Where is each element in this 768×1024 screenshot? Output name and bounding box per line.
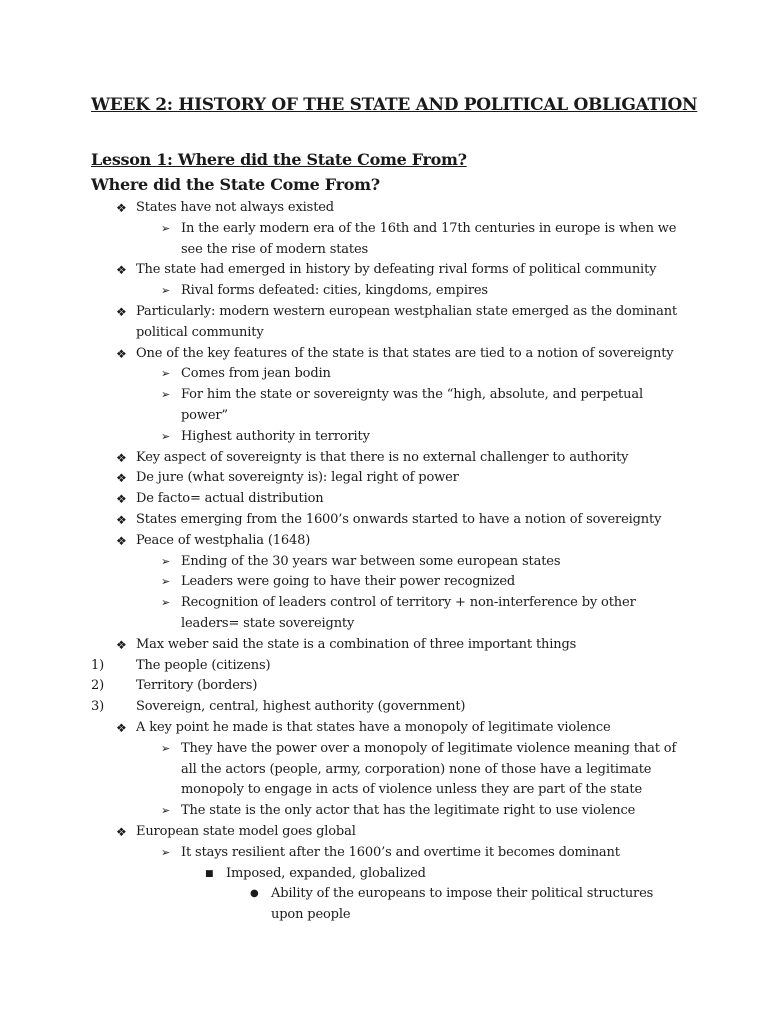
list-item: ❖ States have not always existed bbox=[0, 198, 768, 219]
diamond-bullet-icon: ❖ bbox=[116, 346, 127, 361]
section-heading: Where did the State Come From? bbox=[91, 175, 380, 194]
square-bullet-icon: ■ bbox=[205, 868, 214, 879]
list-item-continuation: leaders= state sovereignty bbox=[181, 615, 355, 631]
list-item: ➢ Comes from jean bodin bbox=[0, 364, 768, 385]
list-item: ■ Imposed, expanded, globalized bbox=[0, 864, 768, 885]
list-item: ❖ European state model goes global bbox=[0, 822, 768, 843]
list-item-continuation: political community bbox=[136, 324, 264, 340]
diamond-bullet-icon: ❖ bbox=[116, 263, 127, 278]
list-item-continuation: monopoly to engage in acts of violence unless they are part of the state bbox=[181, 782, 642, 798]
arrow-bullet-icon: ➢ bbox=[161, 429, 171, 443]
arrow-bullet-icon: ➢ bbox=[161, 367, 171, 381]
list-item: ❖ Max weber said the state is a combination of three important things bbox=[0, 635, 768, 656]
diamond-bullet-icon: ❖ bbox=[116, 492, 127, 507]
list-item: ● Ability of the europeans to impose their political structures bbox=[0, 884, 768, 905]
list-item: ➢ Recognition of leaders control of territory + non-interference by other bbox=[0, 593, 768, 614]
arrow-bullet-icon: ➢ bbox=[161, 554, 171, 568]
list-item-continuation: see the rise of modern states bbox=[181, 241, 369, 257]
list-item-continuation: upon people bbox=[271, 907, 351, 923]
item-number: 1) bbox=[91, 657, 105, 673]
list-item-continuation: power” bbox=[181, 407, 228, 423]
arrow-bullet-icon: ➢ bbox=[161, 388, 171, 402]
arrow-bullet-icon: ➢ bbox=[161, 284, 171, 298]
document-title: WEEK 2: HISTORY OF THE STATE AND POLITICAL OBLIGATION bbox=[91, 95, 698, 115]
notes-list bbox=[0, 198, 768, 926]
list-item: ❖ Particularly: modern western european westphalian state emerged as the dominant bbox=[0, 302, 768, 323]
arrow-bullet-icon: ➢ bbox=[161, 596, 171, 610]
list-item: ❖ De jure (what sovereignty is): legal right of power bbox=[0, 468, 768, 489]
list-item: ❖ A key point he made is that states have a monopoly of legitimate violence bbox=[0, 718, 768, 739]
list-item: ❖ Key aspect of sovereignty is that there is no external challenger to authority bbox=[0, 448, 768, 469]
list-item: ❖ The state had emerged in history by defeating rival forms of political community bbox=[0, 260, 768, 281]
list-item: ➢ Ending of the 30 years war between some european states bbox=[0, 552, 768, 573]
diamond-bullet-icon: ❖ bbox=[116, 637, 127, 652]
list-item: ➢ In the early modern era of the 16th and 17th centuries in europe is when we bbox=[0, 219, 768, 240]
arrow-bullet-icon: ➢ bbox=[161, 845, 171, 859]
list-item: ➢ It stays resilient after the 1600’s and overtime it becomes dominant bbox=[0, 843, 768, 864]
arrow-bullet-icon: ➢ bbox=[161, 575, 171, 589]
list-item: ❖ De facto= actual distribution bbox=[0, 489, 768, 510]
numbered-item: 1) The people (citizens) bbox=[0, 656, 768, 677]
numbered-item: 3) Sovereign, central, highest authority (government) bbox=[0, 697, 768, 718]
arrow-bullet-icon: ➢ bbox=[161, 804, 171, 818]
list-item: ❖ States emerging from the 1600’s onwards started to have a notion of sovereignty bbox=[0, 510, 768, 531]
numbered-item: 2) Territory (borders) bbox=[0, 676, 768, 697]
list-item: ➢ The state is the only actor that has the legitimate right to use violence bbox=[0, 801, 768, 822]
list-item: ➢ Leaders were going to have their power recognized bbox=[0, 572, 768, 593]
lesson-heading: Lesson 1: Where did the State Come From? bbox=[91, 150, 467, 169]
list-item: ➢ Highest authority in terrority bbox=[0, 427, 768, 448]
dot-bullet-icon: ● bbox=[250, 888, 259, 900]
arrow-bullet-icon: ➢ bbox=[161, 741, 171, 755]
diamond-bullet-icon: ❖ bbox=[116, 824, 127, 839]
list-item: ❖ One of the key features of the state is that states are tied to a notion of sovereignty bbox=[0, 344, 768, 365]
list-item: ➢ For him the state or sovereignty was the “high, absolute, and perpetual bbox=[0, 385, 768, 406]
diamond-bullet-icon: ❖ bbox=[116, 512, 127, 527]
item-number: 2) bbox=[91, 678, 105, 694]
diamond-bullet-icon: ❖ bbox=[116, 450, 127, 465]
list-item-continuation: all the actors (people, army, corporation) none of those have a legitimate bbox=[181, 761, 652, 777]
arrow-bullet-icon: ➢ bbox=[161, 221, 171, 235]
item-number: 3) bbox=[91, 699, 105, 715]
diamond-bullet-icon: ❖ bbox=[116, 304, 127, 319]
list-item: ➢ They have the power over a monopoly of legitimate violence meaning that of bbox=[0, 739, 768, 760]
diamond-bullet-icon: ❖ bbox=[116, 720, 127, 735]
diamond-bullet-icon: ❖ bbox=[116, 471, 127, 486]
list-item: ➢ Rival forms defeated: cities, kingdoms, empires bbox=[0, 281, 768, 302]
diamond-bullet-icon: ❖ bbox=[116, 533, 127, 548]
list-item: ❖ Peace of westphalia (1648) bbox=[0, 531, 768, 552]
diamond-bullet-icon: ❖ bbox=[116, 201, 127, 215]
